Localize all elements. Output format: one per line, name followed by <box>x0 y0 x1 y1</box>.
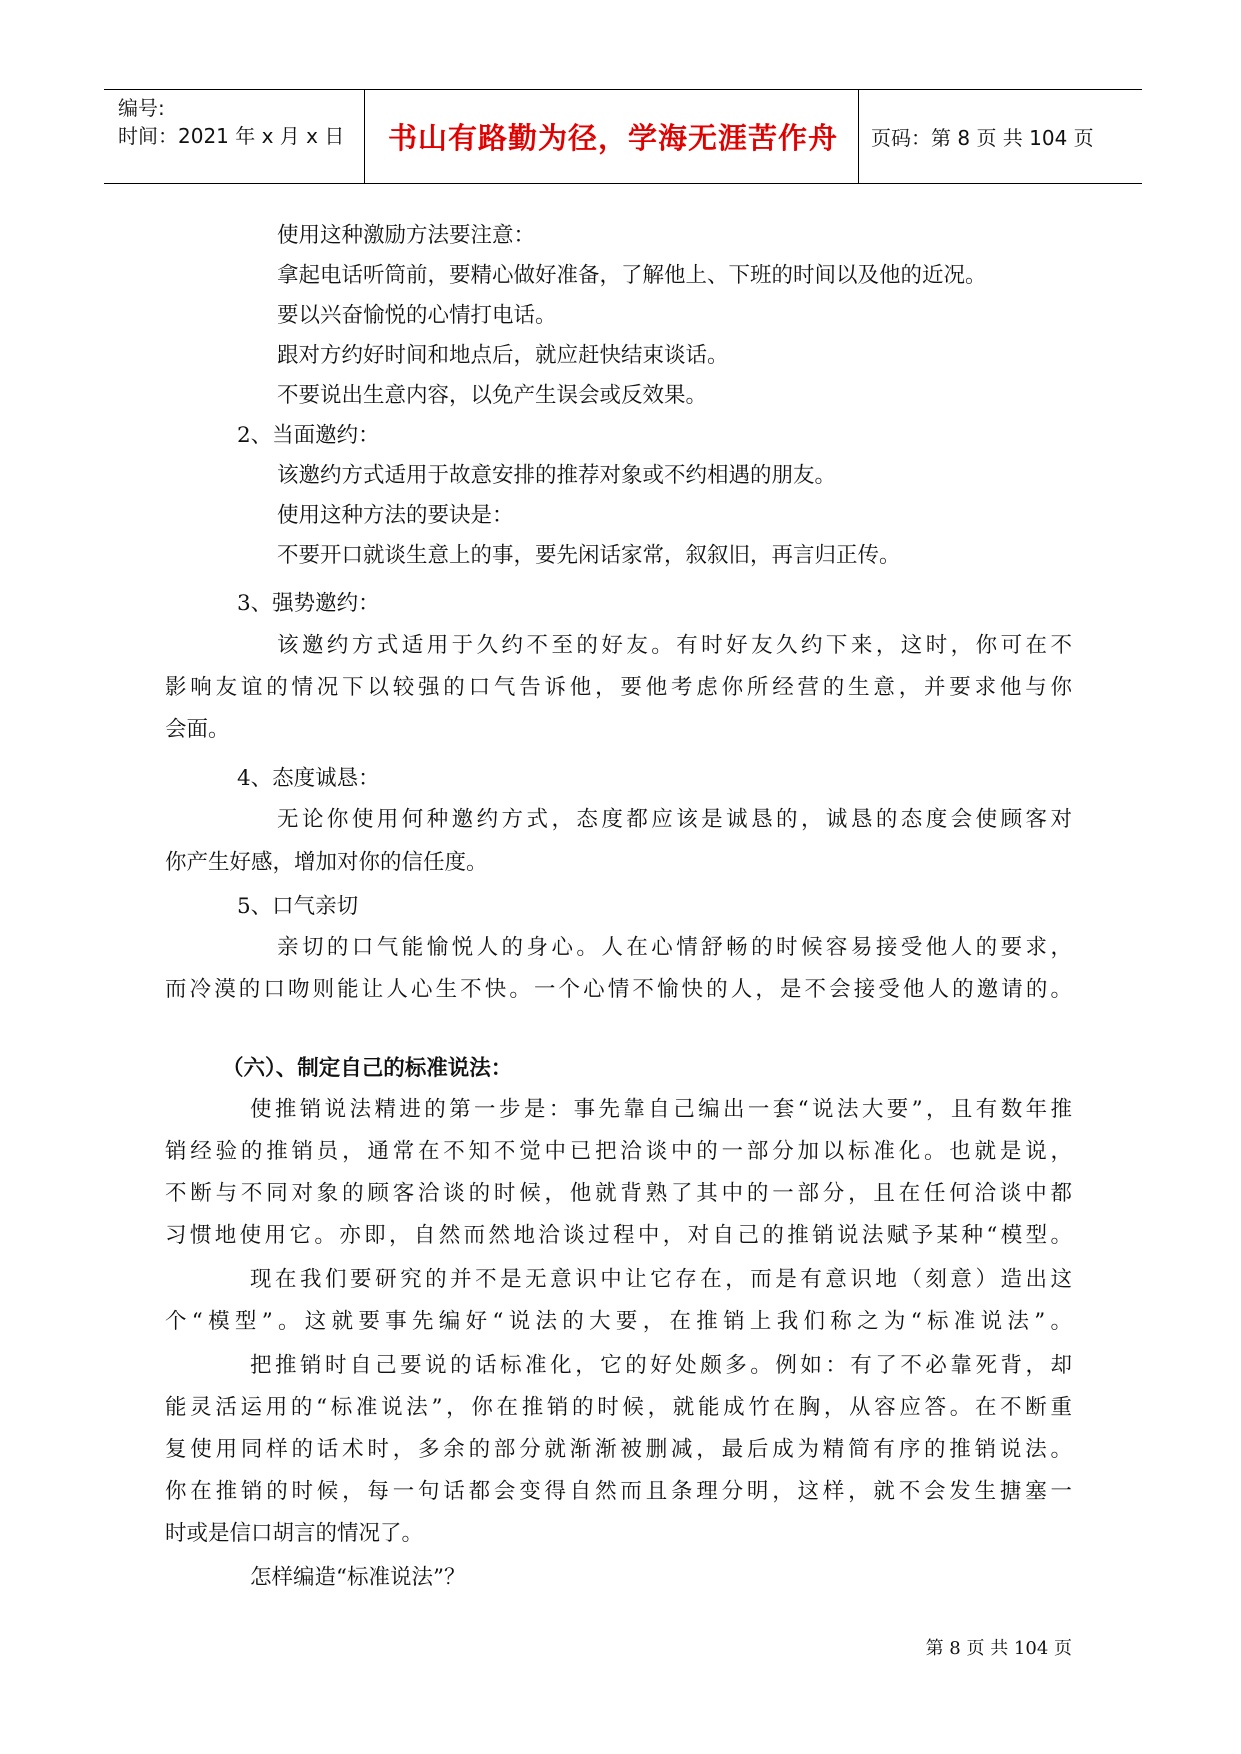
body-line: 你在推销的时候，每一句话都会变得自然而且条理分明，这样，就不会发生搪塞一 <box>165 1479 1072 1504</box>
body-line: 个“模型”。这就要事先编好“说法的大要，在推销上我们称之为“标准说法”。 <box>165 1309 1072 1334</box>
body-line: 该邀约方式适用于故意安排的推荐对象或不约相遇的朋友。 <box>277 463 837 488</box>
body-line: 该邀约方式适用于久约不至的好友。有时好友久约下来，这时，你可在不 <box>277 633 1072 658</box>
header-motto: 书山有路勤为径，学海无涯苦作舟 <box>387 121 838 155</box>
body-line: 你产生好感，增加对你的信任度。 <box>165 850 488 875</box>
body-line: 要以兴奋愉悦的心情打电话。 <box>277 303 557 328</box>
header-divider <box>858 90 859 183</box>
list-heading: 5、口气亲切 <box>237 894 359 919</box>
list-heading: 3、强势邀约： <box>237 591 380 616</box>
body-line: 拿起电话听筒前，要精心做好准备，了解他上、下班的时间以及他的近况。 <box>277 263 987 288</box>
serial-label: 编号: <box>118 96 165 120</box>
body-line: 跟对方约好时间和地点后，就应赶快结束谈话。 <box>277 343 729 368</box>
body-line: 使推销说法精进的第一步是：事先靠自己编出一套“说法大要”，且有数年推 <box>250 1097 1072 1122</box>
body-line: 亲切的口气能愉悦人的身心。人在心情舒畅的时候容易接受他人的要求， <box>277 935 1072 960</box>
list-heading: 2、当面邀约： <box>237 423 380 448</box>
body-line: 使用这种方法的要诀是： <box>277 503 514 528</box>
body-line: 会面。 <box>165 717 230 742</box>
body-line: 怎样编造“标准说法”？ <box>250 1565 466 1590</box>
body-line: 现在我们要研究的并不是无意识中让它存在，而是有意识地（刻意）造出这 <box>250 1267 1072 1292</box>
header-page-info: 页码：第 8 页 共 104 页 <box>871 126 1094 150</box>
body-line: 不要开口就谈生意上的事，要先闲话家常，叙叙旧，再言归正传。 <box>277 543 901 568</box>
body-line: 能灵活运用的“标准说法”，你在推销的时候，就能成竹在胸，从容应答。在不断重 <box>165 1395 1072 1420</box>
header-divider <box>364 90 365 183</box>
body-line: 把推销时自己要说的话标准化，它的好处颇多。例如：有了不必靠死背，却 <box>250 1353 1072 1378</box>
body-line: 不要说出生意内容，以免产生误会或反效果。 <box>277 383 708 408</box>
body-line: 复使用同样的话术时，多余的部分就渐渐被删减，最后成为精简有序的推销说法。 <box>165 1437 1072 1462</box>
time-label: 时间：2021 年 x 月 x 日 <box>118 124 345 148</box>
page-header <box>104 89 1142 184</box>
body-line: 销经验的推销员，通常在不知不觉中已把洽谈中的一部分加以标准化。也就是说， <box>165 1139 1072 1164</box>
body-line: 时或是信口胡言的情况了。 <box>165 1521 424 1546</box>
body-line: 使用这种激励方法要注意： <box>277 223 536 248</box>
body-line: 而冷漠的口吻则能让人心生不快。一个心情不愉快的人，是不会接受他人的邀请的。 <box>165 977 1072 1002</box>
section-title: （六）、制定自己的标准说法： <box>222 1056 513 1081</box>
body-line: 习惯地使用它。亦即，自然而然地洽谈过程中，对自己的推销说法赋予某种“模型。 <box>165 1223 1072 1248</box>
page-footer: 第 8 页 共 104 页 <box>925 1638 1072 1659</box>
body-line: 影响友谊的情况下以较强的口气告诉他，要他考虑你所经营的生意，并要求他与你 <box>165 675 1072 700</box>
list-heading: 4、态度诚恳： <box>237 766 380 791</box>
body-line: 不断与不同对象的顾客洽谈的时候，他就背熟了其中的一部分，且在任何洽谈中都 <box>165 1181 1072 1206</box>
header-left <box>118 94 344 150</box>
body-line: 无论你使用何种邀约方式，态度都应该是诚恳的，诚恳的态度会使顾客对 <box>277 807 1072 832</box>
